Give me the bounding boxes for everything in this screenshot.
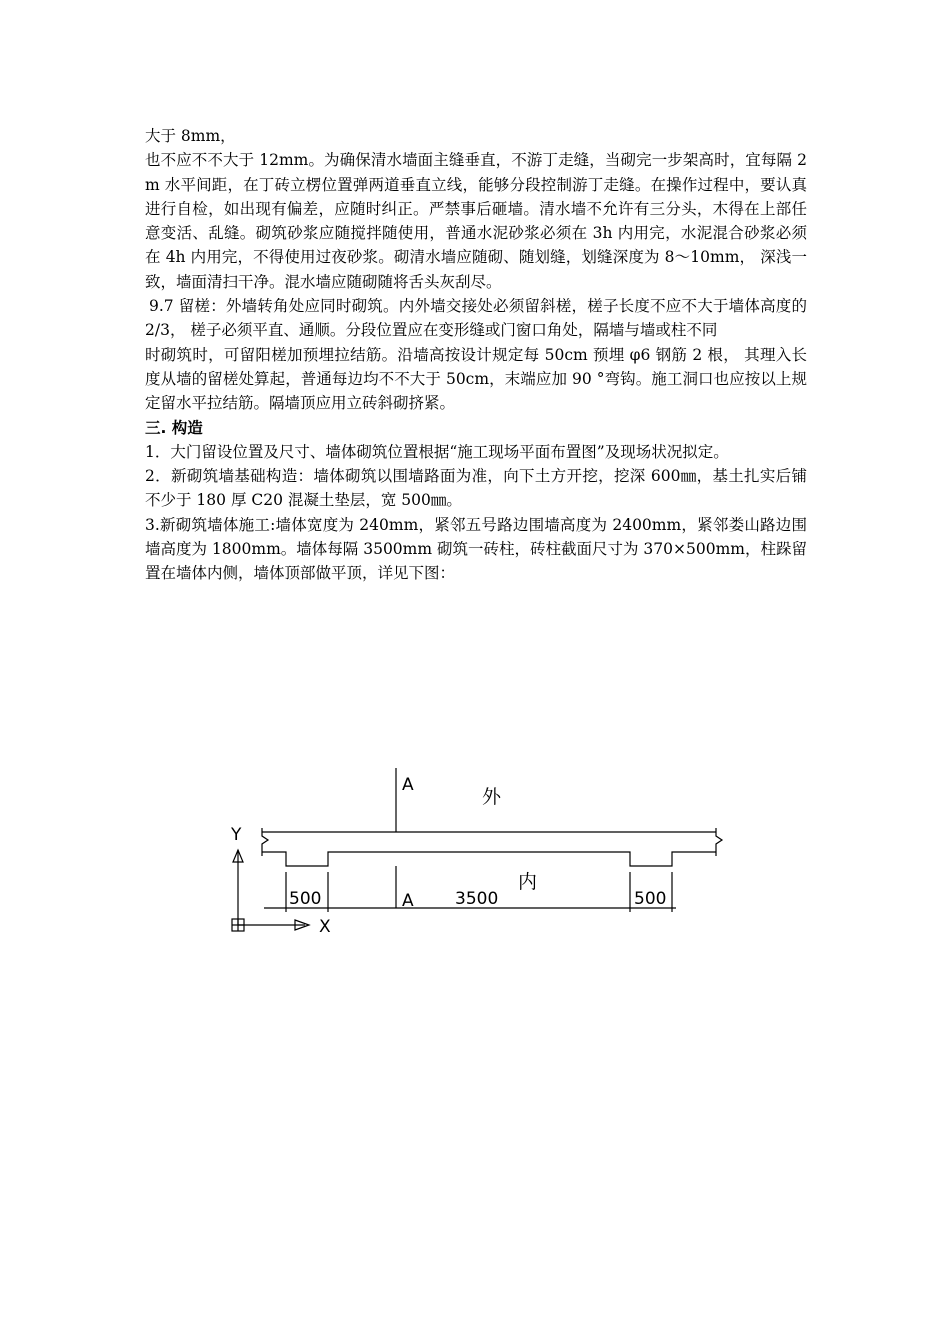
paragraph-2: 也不应不不大于 12mm。为确保清水墙面主缝垂直，不游丁走缝，当砌完一步架高时，宜每隔 2m 水平间距，在丁砖立楞位置弹两道垂直立线，能够分段控制游丁走缝。在操作过程中，要认真进行自检，如出现有偏差，应随时纠正。严禁事后砸墙。清水墙不允许有三分头，木得在上部任意变活、乱缝。砌筑砂浆应随搅拌随使用，普通水泥砂浆必须在 3h 内用完，水泥混合砂浆必须在 4h 内用完，不得使用过夜砂浆。砌清水墙应随砌、随划缝，划缝深度为 8～10mm， 深浅一致，墙面清扫干净。混水墙应随砌随将舌头灰刮尽。 xyxy=(145,151,807,291)
ucs-y-label: Y xyxy=(231,825,242,845)
section-mark-bottom: A xyxy=(402,891,414,911)
paragraph-3: 9.7 留槎：外墙转角处应同时砌筑。内外墙交接处必须留斜槎，槎子长度不应不大于墙体高度的 2/3， 槎子必须平直、通顺。分段位置应在变形缝或门窗口角处，隔墙与墙或柱不同 xyxy=(145,297,807,340)
ucs-origin-box xyxy=(232,919,244,931)
ucs-x-label: X xyxy=(319,917,331,937)
label-outside: 外 xyxy=(482,786,502,808)
label-inside: 内 xyxy=(518,871,538,893)
section-item-3: 3.新砌筑墙体施工:墙体宽度为 240mm，紧邻五号路边围墙高度为 2400mm，紧邻娄山路边围墙高度为 1800mm。墙体每隔 3500mm 砌筑一砖柱，砖柱截面尺寸为 370×500mm，柱跺留置在墙体内侧，墙体顶部做平顶，详见下图： xyxy=(145,515,807,583)
paragraph-1: 大于 8mm， xyxy=(145,127,236,145)
ucs-x-arrow xyxy=(295,920,309,930)
section-item-1: 1．大门留设位置及尺寸、墙体砌筑位置根据“施工现场平面布置图”及现场状况拟定。 xyxy=(145,442,729,461)
break-mark-right xyxy=(716,828,722,856)
break-mark-left xyxy=(262,828,268,856)
ucs-y-arrow xyxy=(233,850,243,862)
wall-inner-line xyxy=(262,852,716,866)
document-body xyxy=(145,124,807,586)
section-mark-top: A xyxy=(402,775,414,795)
paragraph-4: 时砌筑时，可留阳槎加预埋拉结筋。沿墙高按设计规定每 50cm 预埋 φ6 钢筋 2 根， 其理入长度从墙的留槎处算起，普通每边均不不大于 50cm，末端应加 90 °弯钩。施工洞口也应按以上规定留水平拉结筋。隔墙顶应用立砖斜砌挤紧。 xyxy=(145,345,807,413)
section-item-2: 2．新砌筑墙基础构造：墙体砌筑以围墙路面为准，向下土方开挖，挖深 600㎜，基土扎实后铺不少于 180 厚 C20 混凝土垫层，宽 500㎜。 xyxy=(145,467,807,510)
dimension-middle: 3500 xyxy=(455,889,499,909)
section-heading: 三. 构造 xyxy=(145,418,203,437)
dimension-left: 500 xyxy=(289,889,322,909)
dimension-right: 500 xyxy=(634,889,667,909)
